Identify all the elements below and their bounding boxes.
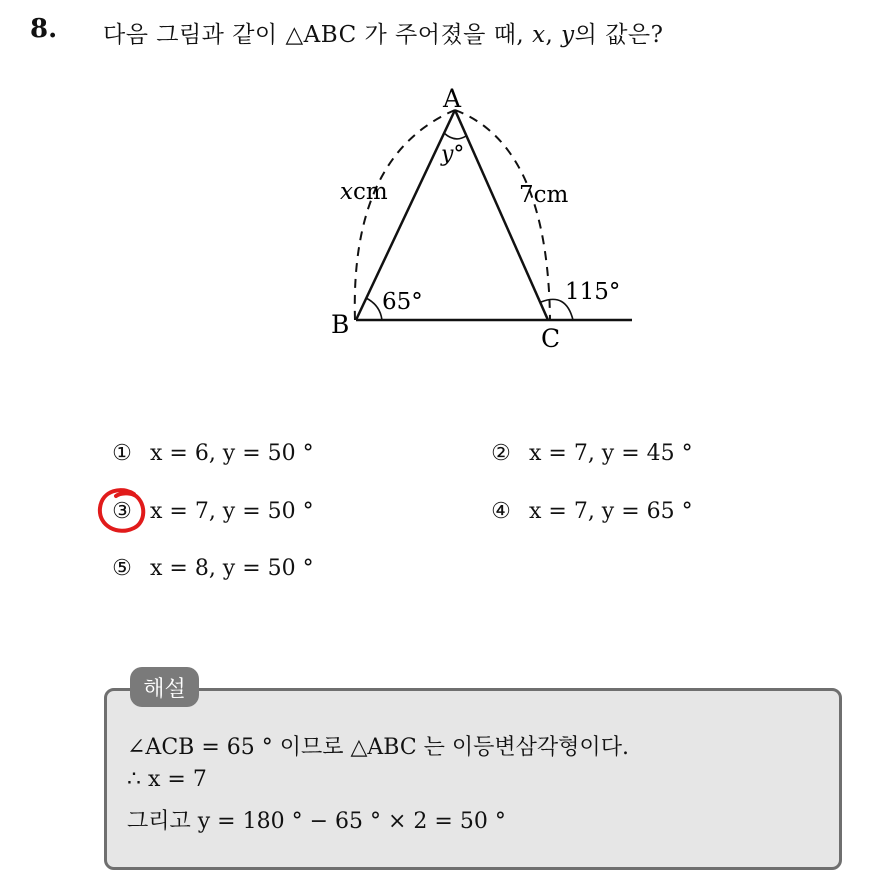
choice-1-number: ①	[112, 441, 132, 466]
choice-5-expr: x = 8, y = 50 °	[150, 556, 314, 581]
choice-2[interactable]	[489, 441, 693, 466]
vertex-label-b: B	[331, 310, 350, 339]
choice-4-number: ④	[491, 499, 511, 524]
choice-1[interactable]	[110, 441, 314, 466]
question-var-y: y	[561, 22, 575, 48]
vertex-label-c: C	[541, 324, 561, 353]
choice-2-number: ②	[491, 441, 511, 466]
angle-b-label: 65°	[382, 289, 423, 315]
question-comma: ,	[545, 22, 562, 48]
answer-circle-mark	[94, 484, 154, 540]
side-x-label	[340, 179, 388, 205]
solution-line-3: 그리고 y = 180 ° − 65 ° × 2 = 50 °	[127, 809, 506, 834]
solution-panel	[104, 688, 842, 870]
choice-5-number: ⑤	[112, 556, 132, 581]
solution-line-2: ∴ x = 7	[127, 767, 207, 792]
question-text-before: 다음 그림과 같이 △ABC 가 주어졌을 때,	[103, 22, 533, 48]
question-number: 8.	[30, 14, 58, 44]
choice-3-number: ③	[112, 499, 132, 524]
side-7-label: 7cm	[519, 182, 569, 208]
angle-y-label: y°	[441, 142, 465, 167]
choice-4-expr: x = 7, y = 65 °	[529, 499, 693, 524]
side-x-var: x	[340, 179, 353, 205]
choice-1-expr: x = 6, y = 50 °	[150, 441, 314, 466]
angle-arc-a	[444, 133, 466, 139]
question-text-after: 의 값은?	[574, 22, 664, 48]
choice-5[interactable]	[110, 556, 314, 581]
solution-line-1: ∠ACB = 65 ° 이므로 △ABC 는 이등변삼각형이다.	[127, 735, 629, 760]
vertex-label-a: A	[443, 84, 462, 113]
side-x-unit: cm	[352, 179, 388, 205]
triangle-figure	[0, 0, 884, 420]
choice-4[interactable]	[489, 499, 693, 524]
choice-3-expr: x = 7, y = 50 °	[150, 499, 314, 524]
solution-tag: 해설	[130, 667, 199, 707]
angle-arc-b	[366, 298, 382, 320]
angle-c-ext-label: 115°	[565, 279, 621, 305]
question-var-x: x	[532, 22, 546, 48]
choice-2-expr: x = 7, y = 45 °	[529, 441, 693, 466]
